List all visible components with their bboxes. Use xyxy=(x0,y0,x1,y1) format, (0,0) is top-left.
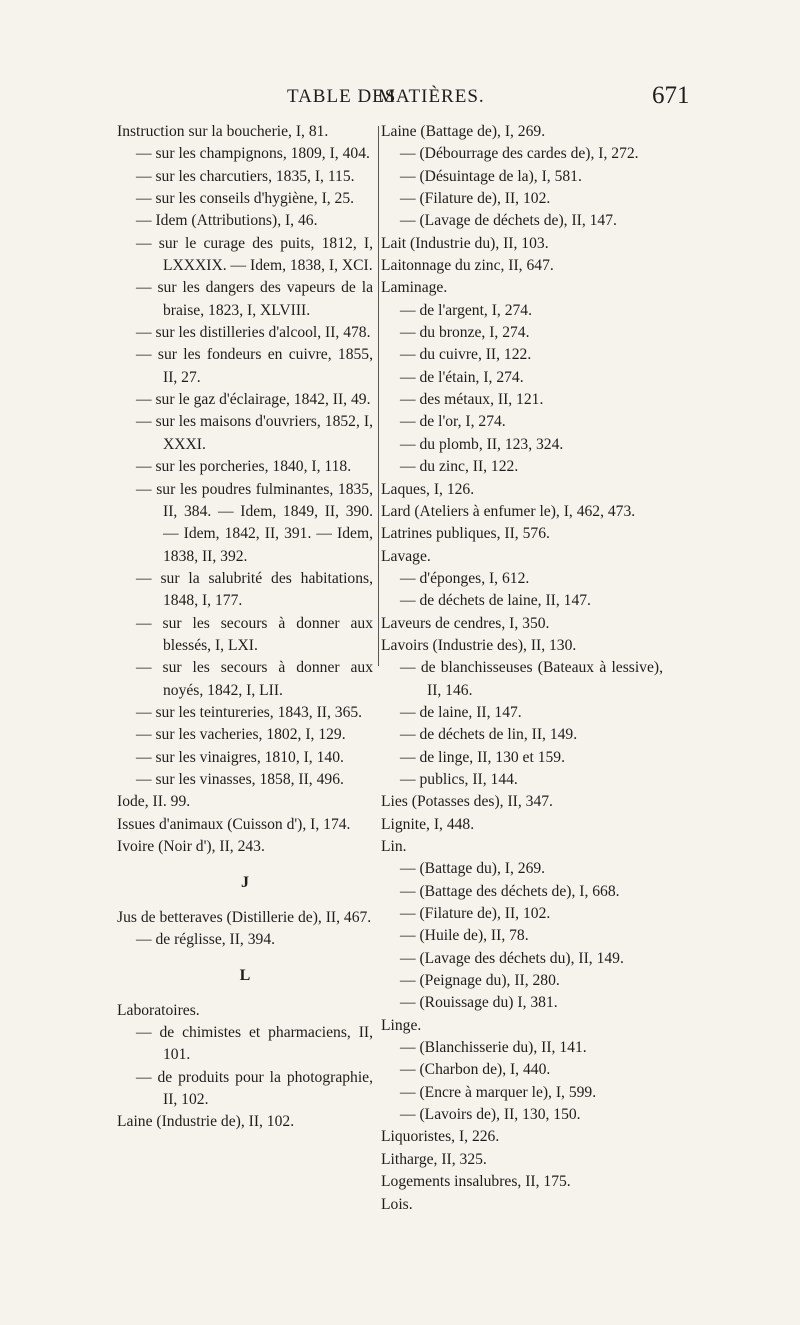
header-right: MATIÈRES. xyxy=(378,86,485,107)
index-entry: Laine (Industrie de), II, 102. xyxy=(117,1113,295,1131)
index-list-l xyxy=(117,1000,373,1134)
index-entry: Lavage. xyxy=(381,547,431,565)
index-entry: — sur les teintureries, 1843, II, 365. xyxy=(136,703,363,721)
index-entry: — de laine, II, 147. xyxy=(400,703,522,721)
index-entry: — sur les secours à donner aux blessés, I, LXI. xyxy=(136,614,373,654)
index-entry: — (Battage des déchets de), I, 668. xyxy=(400,882,620,900)
section-letter-l: L xyxy=(239,967,251,985)
index-entry: Laitonnage du zinc, II, 647. xyxy=(381,257,554,275)
index-entry: — (Débourrage des cardes de), I, 272. xyxy=(400,145,639,163)
index-entry: Laine (Battage de), I, 269. xyxy=(381,123,546,140)
index-entry: — du bronze, I, 274. xyxy=(400,324,530,342)
index-entry: — (Filature de), II, 102. xyxy=(400,190,551,208)
index-entry: — sur les poudres fulminantes, 1835, II, 384. — Idem, 1849, II, 390. — Idem, 1842, II, 391. — Idem, 1838, II, 392. xyxy=(136,480,373,565)
index-entry: — de l'étain, I, 274. xyxy=(400,368,524,386)
index-entry: — de déchets de lin, II, 149. xyxy=(400,726,578,744)
index-entry: Latrines publiques, II, 576. xyxy=(381,525,550,543)
index-entry: — (Peignage du), II, 280. xyxy=(400,972,560,990)
index-entry: Liquoristes, I, 226. xyxy=(381,1128,500,1146)
index-entry: Lin. xyxy=(381,838,407,855)
index-entry: Laboratoires. xyxy=(117,1001,200,1019)
index-entry: — de réglisse, II, 394. xyxy=(136,931,276,949)
index-entry: — des métaux, II, 121. xyxy=(400,391,544,409)
index-entry: — de linge, II, 130 et 159. xyxy=(400,748,565,766)
index-list-j xyxy=(117,907,373,952)
section-letter-j: J xyxy=(241,874,249,892)
index-entry: — (Désuintage de la), I, 581. xyxy=(400,167,582,185)
index-entry: — (Blanchisserie du), II, 141. xyxy=(400,1039,587,1057)
index-entry: Jus de betteraves (Distillerie de), II, 467. xyxy=(117,908,372,926)
index-entry: Issues d'animaux (Cuisson d'), I, 174. xyxy=(117,815,351,833)
index-entry: Laques, I, 126. xyxy=(381,480,475,498)
index-entry: — sur le curage des puits, 1812, I, LXXXIX. — Idem, 1838, I, XCI. xyxy=(136,234,373,275)
left-column xyxy=(117,121,373,1134)
index-entry: — (Filature de), II, 102. xyxy=(400,905,551,923)
index-entry: — (Battage du), I, 269. xyxy=(400,860,546,878)
index-entry: — (Lavage des déchets du), II, 149. xyxy=(400,949,624,967)
running-header xyxy=(0,82,800,116)
index-entry: Linge. xyxy=(381,1016,422,1034)
index-entry: Lignite, I, 448. xyxy=(381,815,475,833)
index-entry: — sur les maisons d'ouvriers, 1852, I, XXXI. xyxy=(136,413,373,453)
index-entry: — sur le gaz d'éclairage, 1842, II, 49. xyxy=(136,391,371,409)
index-entry: — sur les champignons, 1809, I, 404. xyxy=(136,145,370,163)
index-entry: — publics, II, 144. xyxy=(400,770,518,788)
index-list-l-continued xyxy=(381,121,663,1216)
index-entry: Lard (Ateliers à enfumer le), I, 462, 473. xyxy=(381,502,636,520)
index-entry: — de l'or, I, 274. xyxy=(400,413,506,431)
index-entry: — de produits pour la photographie, II, 102. xyxy=(136,1068,373,1109)
index-entry: Laveurs de cendres, I, 350. xyxy=(381,614,550,632)
index-entry: Logements insalubres, II, 175. xyxy=(381,1173,571,1191)
index-entry: — (Rouissage du) I, 381. xyxy=(400,994,558,1012)
index-entry: — sur les vinasses, 1858, II, 496. xyxy=(136,770,344,788)
index-entry: Laminage. xyxy=(381,279,448,297)
index-entry: Instruction sur la boucherie, I, 81. xyxy=(117,123,329,140)
index-entry: — sur les distilleries d'alcool, II, 478. xyxy=(136,324,371,342)
index-entry: — (Huile de), II, 78. xyxy=(400,927,529,945)
index-entry: — de chimistes et pharmaciens, II, 101. xyxy=(136,1024,373,1064)
column-divider xyxy=(378,126,379,666)
index-entry: — du plomb, II, 123, 324. xyxy=(400,435,564,453)
index-entry: Lois. xyxy=(381,1195,413,1213)
index-entry: — Idem (Attributions), I, 46. xyxy=(136,212,318,230)
index-entry: — sur les fondeurs en cuivre, 1855, II, 27. xyxy=(136,346,373,386)
header-left: TABLE DES xyxy=(287,86,397,107)
index-entry: — sur les secours à donner aux noyés, 1842, I, LII. xyxy=(136,659,373,699)
index-entry: — sur la salubrité des habitations, 1848, I, 177. xyxy=(136,569,373,610)
index-entry: Lait (Industrie du), II, 103. xyxy=(381,234,549,252)
index-entry: — (Lavage de déchets de), II, 147. xyxy=(400,212,617,230)
index-entry: — de l'argent, I, 274. xyxy=(400,301,533,319)
index-entry: — d'éponges, I, 612. xyxy=(400,569,530,587)
index-entry: — sur les porcheries, 1840, I, 118. xyxy=(136,458,352,476)
index-entry: — sur les charcutiers, 1835, I, 115. xyxy=(136,167,355,185)
index-entry: Lies (Potasses des), II, 347. xyxy=(381,793,553,811)
right-column xyxy=(381,121,663,1216)
page-number: 671 xyxy=(652,82,690,109)
index-entry: Lavoirs (Industrie des), II, 130. xyxy=(381,636,577,654)
index-entry: — de déchets de laine, II, 147. xyxy=(400,592,591,610)
index-entry: — sur les vinaigres, 1810, I, 140. xyxy=(136,748,344,766)
index-entry: — sur les vacheries, 1802, I, 129. xyxy=(136,726,346,744)
index-entry: — sur les conseils d'hygiène, I, 25. xyxy=(136,190,355,208)
index-entry: — du cuivre, II, 122. xyxy=(400,346,532,364)
index-entry: — (Charbon de), I, 440. xyxy=(400,1061,551,1079)
index-list-i xyxy=(117,121,373,858)
index-entry: Iode, II. 99. xyxy=(117,793,191,811)
index-entry: — de blanchisseuses (Bateaux à lessive), II, 146. xyxy=(400,659,663,699)
index-entry: Ivoire (Noir d'), II, 243. xyxy=(117,838,265,855)
index-entry: Litharge, II, 325. xyxy=(381,1150,487,1168)
index-entry: — du zinc, II, 122. xyxy=(400,458,519,476)
index-entry: — (Encre à marquer le), I, 599. xyxy=(400,1083,597,1101)
index-entry: — sur les dangers des vapeurs de la braise, 1823, I, XLVIII. xyxy=(136,279,373,319)
index-entry: — (Lavoirs de), II, 130, 150. xyxy=(400,1106,581,1124)
